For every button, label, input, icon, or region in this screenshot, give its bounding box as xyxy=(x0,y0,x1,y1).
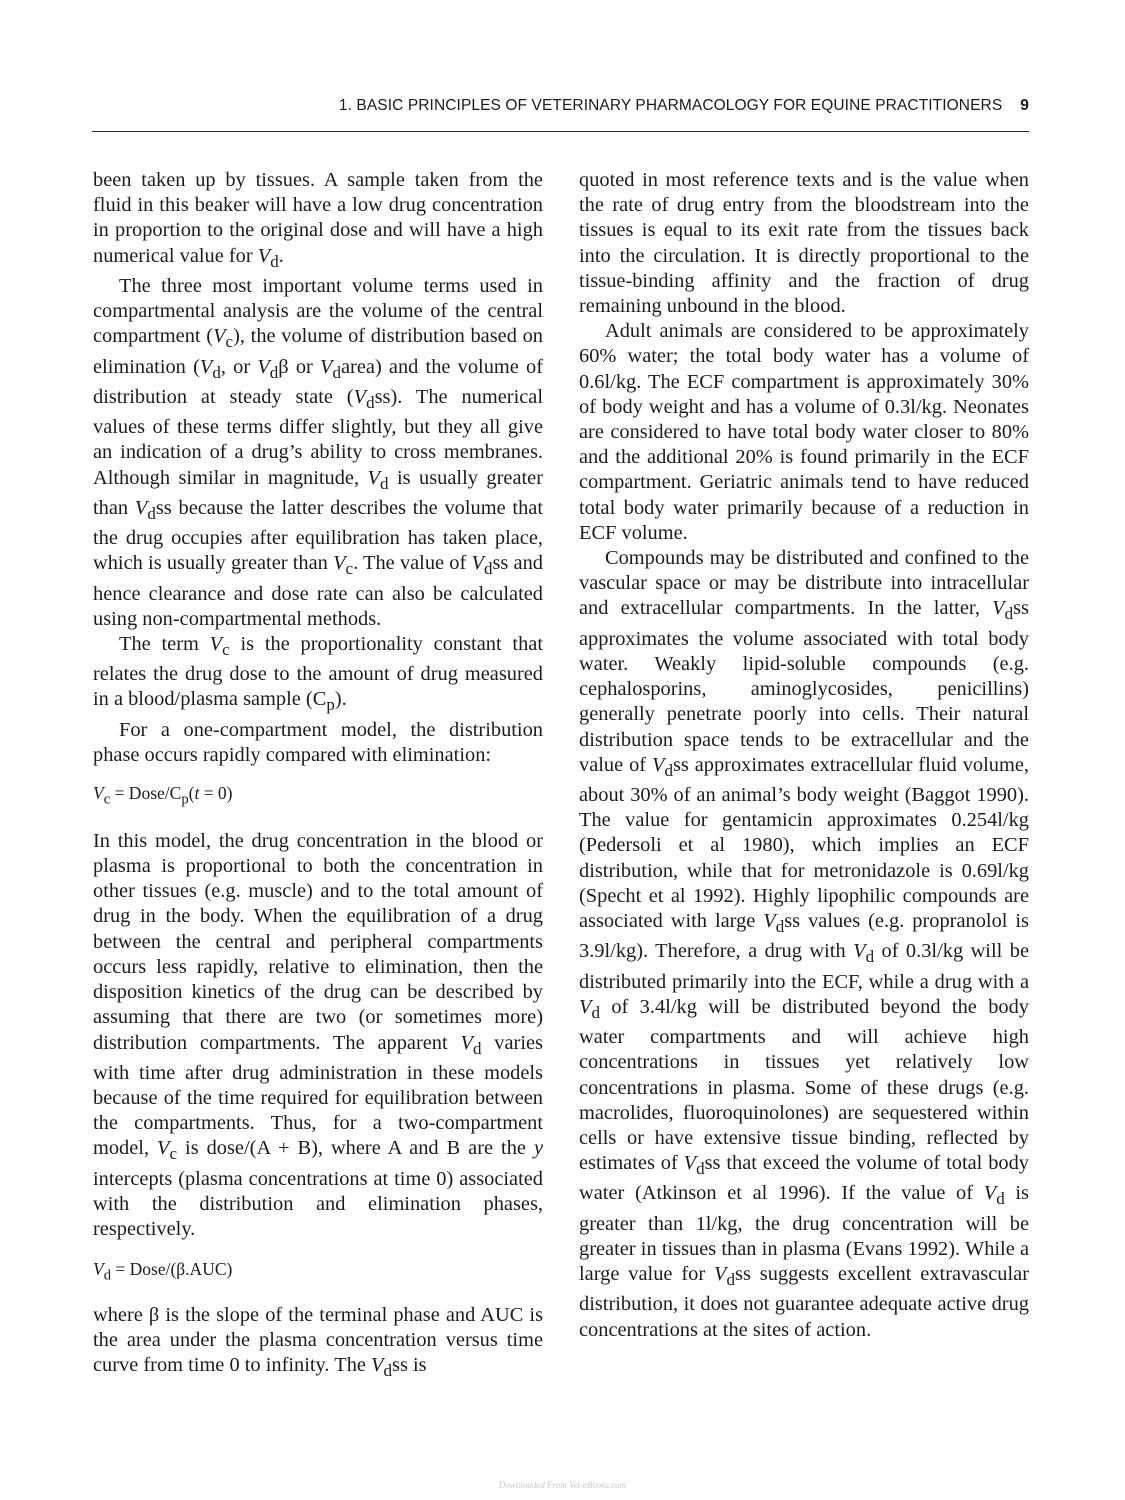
body-paragraph: The term $V_c$ is the proportionality constant that relates the drug dose to the amount of drug measured in a blood/plasma sample $(C_p)$. xyxy=(93,633,543,715)
running-head xyxy=(92,97,1029,119)
equation: $V_d$ = Dose/(β.AUC) xyxy=(93,1259,233,1284)
body-paragraph: The three most important volume terms used in compartmental analysis are the volume of the central compartment $(V_c)$, the volume of distribution based on elimination ($V_d$, or $V_d\beta$ or $V_darea$) and the volume of distribution at steady state $(V_dss)$. The numerical values of these terms differ slightly, but they all give an indication of a drug’s ability to cross membranes. Although similar in magnitude, $V_d$ is usually greater than $V_dss$ because the latter describes the volume that the drug occupies after equilibration has taken place, which is usually greater than $V_c$. The value of $V_dss$ and hence clearance and dose rate can also be calculated using non-compartmental methods. xyxy=(93,274,544,630)
equation: $V_c$ = Dose/$C_p(t = 0)$ xyxy=(93,783,233,808)
header-rule xyxy=(92,131,1029,132)
body-paragraph: Compounds may be distributed and confined to the vascular space or may be distribute into intracellular and extracellular compartments. In the latter, $V_dss$ approximates the volume associated with total body water. Weakly lipid-soluble compounds (e.g. cephalosporins, aminoglycosides, penicillins) generally penetrate poorly into cells. Their natural distribution space tends to be extracellular and the value of $V_dss$ approximates extracellular fluid volume, about 30% of an animal’s body weight (Baggot 1990). The value for gentamicin approximates 0.254l/kg (Pedersoli et al 1980), which implies an ECF distribution, while that for metronidazole is 0.69l/kg (Specht et al 1992). Highly lipophilic compounds are associated with large $V_dss$ values (e.g. propranolol is 3.9l/kg). Therefore, a drug with $V_d$ of 0.3l/kg will be distributed primarily into the ECF, while a drug with a $V_d$ of 3.4l/kg will be distributed beyond the body water compartments and will achieve high concentrations in tissues yet relatively low concentrations in plasma. Some of these drugs (e.g. macrolides, fluoroquinolones) are sequestered within cells or have extensive tissue binding, reflected by estimates of $V_dss$ that exceed the volume of total body water (Atkinson et al 1996). If the value of $V_d$ is greater than 1l/kg, the drug concentration will be greater in tissues than in plasma (Evans 1992). While a large value for $V_dss$ suggests excellent extravascular distribution, it does not guarantee adequate active drug concentrations at the sites of action. xyxy=(579,547,1029,1341)
body-paragraph: Adult animals are considered to be approximately 60% water; the total body water has a volume of 0.6l/kg. The ECF compartment is approximately 30% of body weight and has a volume of 0.3l/kg. Neonates are considered to have total body water closer to 80% and the additional 20% is found primarily in the ECF compartment. Geriatric animals tend to have reduced total body water primarily because of a reduction in ECF volume. xyxy=(579,320,1029,544)
body-paragraph: where β is the slope of the terminal phase and AUC is the area under the plasma concentration versus time curve from time 0 to infinity. The $V_dss$ is xyxy=(93,1303,543,1381)
right-column xyxy=(579,168,1029,1343)
body-paragraph: been taken up by tissues. A sample taken from the fluid in this beaker will have a low drug concentration in proportion to the original dose and will have a high numerical value for $V_d$. xyxy=(93,169,543,271)
body-paragraph: In this model, the drug concentration in the blood or plasma is proportional to both the concentration in other tissues (e.g. muscle) and to the total amount of drug in the body. When the equilibration of a drug between the central and peripheral compartments occurs less rapidly, relative to elimination, then the disposition kinetics of the drug can be described by assuming that there are two (or sometimes more) distribution compartments. The apparent $V_d$ varies with time after drug administration in these models because of the time required for equilibration between the compartments. Thus, for a two-compartment model, $V_c$ is dose/(A + B), where A and B are the y intercepts (plasma concentrations at time 0) associated with the distribution and elimination phases, respectively. xyxy=(93,829,543,1241)
download-watermark: Downloaded From Vet-eBooks.com xyxy=(498,1480,627,1490)
left-column xyxy=(93,168,543,1384)
body-paragraph: quoted in most reference texts and is the value when the rate of drug entry from the bloodstream into the tissues is equal to its exit rate from the tissues back into the circulation. It is directly proportional to the tissue-binding affinity and the fraction of drug remaining unbound in the blood. xyxy=(579,169,1029,318)
page-number: 9 xyxy=(1020,97,1029,114)
body-paragraph: For a one-compartment model, the distribution phase occurs rapidly compared with elimination: xyxy=(93,718,543,766)
chapter-title: 1. BASIC PRINCIPLES OF VETERINARY PHARMACOLOGY FOR EQUINE PRACTITIONERS xyxy=(338,97,1003,114)
